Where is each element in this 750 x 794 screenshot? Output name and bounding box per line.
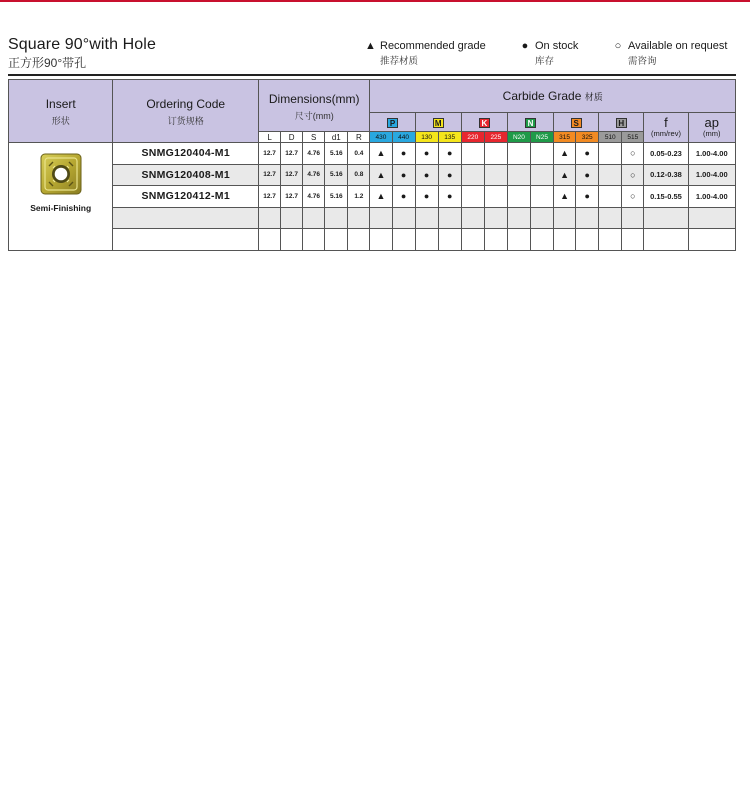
grade-mark: ▲	[554, 164, 576, 186]
grade-mark	[507, 143, 530, 165]
dim-s: 4.76	[303, 143, 325, 165]
grade-mark: ▲	[370, 143, 392, 165]
grade-mark: ○	[622, 164, 644, 186]
group-m: M	[415, 113, 461, 132]
insert-caption: Semi-Finishing	[30, 203, 92, 213]
grade-col: 220	[461, 132, 484, 143]
grade-col: 515	[622, 132, 644, 143]
table-row	[9, 143, 736, 165]
depth-range: 1.00-4.00	[688, 186, 735, 208]
group-h: H	[599, 113, 644, 132]
square-insert-with-hole-icon	[40, 153, 82, 195]
triangle-icon: ▲	[365, 40, 376, 52]
legend-label: Recommended grade	[380, 40, 486, 52]
grade-col: 130	[415, 132, 438, 143]
ordering-code: SNMG120412-M1	[113, 186, 259, 208]
grade-mark	[484, 186, 507, 208]
legend-on-stock	[520, 40, 578, 67]
dim-col-r: R	[348, 132, 370, 143]
legend-recommended	[365, 40, 486, 67]
grade-col: 430	[370, 132, 392, 143]
dim-col-l: L	[259, 132, 281, 143]
dim-s: 4.76	[303, 164, 325, 186]
group-s: S	[554, 113, 599, 132]
header-rule	[8, 74, 736, 76]
grade-mark: ●	[392, 186, 415, 208]
grade-mark	[484, 164, 507, 186]
dim-col-s: S	[303, 132, 325, 143]
dim-s: 4.76	[303, 186, 325, 208]
dim-d: 12.7	[281, 143, 303, 165]
grade-mark	[461, 143, 484, 165]
grade-mark: ▲	[370, 186, 392, 208]
grade-mark	[507, 164, 530, 186]
dim-d: 12.7	[281, 164, 303, 186]
header-feed: f (mm/rev)	[644, 113, 688, 143]
dim-l: 12.7	[259, 186, 281, 208]
top-red-rule	[0, 0, 750, 2]
group-n: N	[507, 113, 553, 132]
depth-range: 1.00-4.00	[688, 143, 735, 165]
grade-col: 510	[599, 132, 622, 143]
legend-label: On stock	[535, 40, 579, 52]
feed-range: 0.05-0.23	[644, 143, 688, 165]
header-ordering-code: Ordering Code 订货规格	[113, 80, 259, 143]
legend-label-chinese: 需咨询	[628, 56, 657, 67]
grade-mark: ○	[622, 143, 644, 165]
dim-r: 0.4	[348, 143, 370, 165]
filled-circle-icon: ●	[521, 40, 529, 52]
depth-range: 1.00-4.00	[688, 164, 735, 186]
legend-label-chinese: 推荐材质	[380, 56, 419, 67]
table-row	[9, 186, 736, 208]
dim-d1: 5.16	[325, 164, 348, 186]
dim-d1: 5.16	[325, 143, 348, 165]
page-title: Square 90°with Hole	[8, 36, 156, 53]
header-depth: ap (mm)	[688, 113, 735, 143]
grade-mark	[507, 186, 530, 208]
dim-col-d: D	[281, 132, 303, 143]
grade-mark	[530, 143, 553, 165]
grade-mark: ●	[392, 143, 415, 165]
header-insert: Insert 形状	[9, 80, 113, 143]
header-dimensions: Dimensions(mm) 尺寸(mm)	[259, 80, 370, 132]
grade-mark: ●	[576, 186, 599, 208]
legend-label-chinese: 库存	[535, 56, 555, 67]
grade-mark: ●	[415, 164, 438, 186]
grade-mark: ●	[576, 143, 599, 165]
grade-mark: ▲	[554, 186, 576, 208]
grade-col: 135	[438, 132, 461, 143]
dim-l: 12.7	[259, 164, 281, 186]
grade-mark: ▲	[370, 164, 392, 186]
title-block	[8, 36, 156, 71]
grade-mark: ●	[438, 186, 461, 208]
dim-d: 12.7	[281, 186, 303, 208]
spec-table	[8, 79, 736, 251]
grade-mark	[599, 164, 622, 186]
grade-mark: ●	[415, 143, 438, 165]
feed-range: 0.15-0.55	[644, 186, 688, 208]
grade-col: 325	[576, 132, 599, 143]
dim-d1: 5.16	[325, 186, 348, 208]
grade-mark	[461, 186, 484, 208]
grade-col: N25	[530, 132, 553, 143]
grade-mark: ●	[576, 164, 599, 186]
grade-mark	[599, 186, 622, 208]
legend-label: Available on request	[628, 40, 728, 52]
insert-cell	[9, 143, 113, 251]
grade-mark: ●	[438, 164, 461, 186]
dim-r: 1.2	[348, 186, 370, 208]
header-carbide-grade: Carbide Grade 材质	[370, 80, 736, 113]
table-row-empty	[9, 207, 736, 229]
grade-mark: ●	[392, 164, 415, 186]
grade-mark	[599, 143, 622, 165]
dim-col-d1: d1	[325, 132, 348, 143]
grade-mark: ○	[622, 186, 644, 208]
group-k: K	[461, 113, 507, 132]
grade-col: N20	[507, 132, 530, 143]
grade-mark	[461, 164, 484, 186]
group-p: P	[370, 113, 415, 132]
table-row	[9, 164, 736, 186]
grade-col: 315	[554, 132, 576, 143]
dim-r: 0.8	[348, 164, 370, 186]
page-title-chinese: 正方形90°带孔	[8, 56, 87, 70]
feed-range: 0.12-0.38	[644, 164, 688, 186]
grade-col: 225	[484, 132, 507, 143]
grade-col: 440	[392, 132, 415, 143]
open-circle-icon: ○	[614, 40, 622, 52]
table-row-empty	[9, 229, 736, 251]
grade-mark: ▲	[554, 143, 576, 165]
grade-mark	[530, 186, 553, 208]
dim-l: 12.7	[259, 143, 281, 165]
grade-mark	[484, 143, 507, 165]
grade-mark	[530, 164, 553, 186]
ordering-code: SNMG120408-M1	[113, 164, 259, 186]
ordering-code: SNMG120404-M1	[113, 143, 259, 165]
grade-mark: ●	[415, 186, 438, 208]
legend-on-request	[613, 40, 727, 67]
grade-mark: ●	[438, 143, 461, 165]
